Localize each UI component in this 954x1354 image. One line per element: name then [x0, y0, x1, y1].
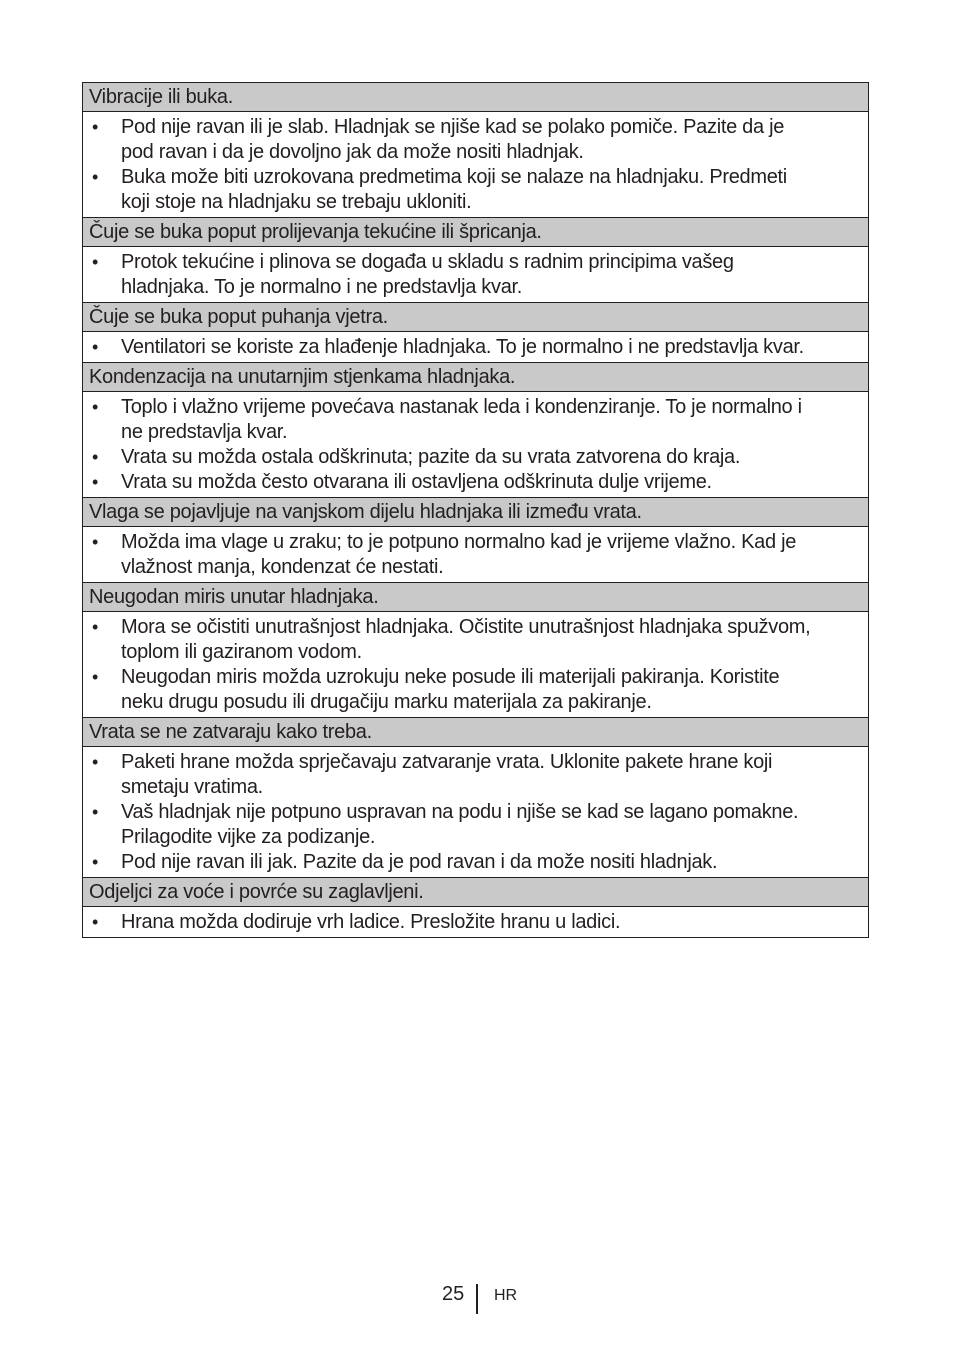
solution-text-line: pod ravan i da je dovoljno jak da može nositi hladnjak.: [121, 141, 584, 163]
solution-text-line: Buka može biti uzrokovana predmetima koji se nalaze na hladnjaku. Predmeti: [121, 166, 787, 188]
solution-item: [89, 530, 862, 580]
problem-heading: Čuje se buka poput prolijevanja tekućine ili špricanja.: [83, 218, 868, 247]
solution-item: [89, 665, 862, 715]
bullet-icon: •: [92, 337, 99, 357]
problem-heading: Neugodan miris unutar hladnjaka.: [83, 583, 868, 612]
solution-item: [89, 850, 862, 875]
language-code: HR: [494, 1287, 518, 1304]
solution-text-line: Ventilatori se koriste za hlađenje hladnjaka. To je normalno i ne predstavlja kvar.: [121, 336, 804, 358]
troubleshooting-table: [82, 82, 869, 938]
problem-heading: Čuje se buka poput puhanja vjetra.: [83, 303, 868, 332]
solution-text-line: Paketi hrane možda sprječavaju zatvaranje vrata. Uklonite pakete hrane koji: [121, 751, 773, 773]
solution-list: [83, 612, 868, 718]
solution-text-line: toplom ili gaziranom vodom.: [121, 641, 362, 663]
solution-list: [83, 527, 868, 583]
solution-item: [89, 395, 862, 445]
solution-text-line: Vaš hladnjak nije potpuno uspravan na podu i njiše se kad se lagano pomakne.: [121, 801, 799, 823]
solution-text-line: neku drugu posudu ili drugačiju marku materijala za pakiranje.: [121, 691, 652, 713]
solution-item: [89, 165, 862, 215]
solution-list: [83, 747, 868, 878]
solution-text-line: Pod nije ravan ili je slab. Hladnjak se njiše kad se polako pomiče. Pazite da je: [121, 116, 785, 138]
bullet-icon: •: [92, 852, 99, 872]
solution-list: [83, 392, 868, 498]
solution-item: [89, 335, 862, 360]
solution-list: [83, 247, 868, 303]
problem-heading: Vlaga se pojavljuje na vanjskom dijelu hladnjaka ili između vrata.: [83, 498, 868, 527]
solution-item: [89, 115, 862, 165]
problem-heading: Vrata se ne zatvaraju kako treba.: [83, 718, 868, 747]
footer-separator: [476, 1284, 478, 1314]
bullet-icon: •: [92, 617, 99, 637]
bullet-icon: •: [92, 117, 99, 137]
solution-list: [83, 332, 868, 363]
solution-text-line: smetaju vratima.: [121, 776, 263, 798]
solution-list: [83, 907, 868, 938]
bullet-icon: •: [92, 752, 99, 772]
bullet-icon: •: [92, 667, 99, 687]
page-number: 25: [442, 1283, 465, 1305]
problem-heading: Odjeljci za voće i povrće su zaglavljeni.: [83, 878, 868, 907]
bullet-icon: •: [92, 252, 99, 272]
solution-text-line: Toplo i vlažno vrijeme povećava nastanak leda i kondenziranje. To je normalno i: [121, 396, 802, 418]
solution-text-line: Prilagodite vijke za podizanje.: [121, 826, 376, 848]
solution-text-line: Možda ima vlage u zraku; to je potpuno normalno kad je vrijeme vlažno. Kad je: [121, 531, 797, 553]
solution-text-line: Pod nije ravan ili jak. Pazite da je pod ravan i da može nositi hladnjak.: [121, 851, 718, 873]
bullet-icon: •: [92, 447, 99, 467]
solution-item: [89, 250, 862, 300]
bullet-icon: •: [92, 802, 99, 822]
problem-heading: Kondenzacija na unutarnjim stjenkama hladnjaka.: [83, 363, 868, 392]
solution-item: [89, 445, 862, 470]
solution-item: [89, 910, 862, 935]
solution-text-line: hladnjaka. To je normalno i ne predstavlja kvar.: [121, 276, 523, 298]
solution-text-line: Vrata su možda ostala odškrinuta; pazite da su vrata zatvorena do kraja.: [121, 446, 741, 468]
bullet-icon: •: [92, 912, 99, 932]
problem-heading: Vibracije ili buka.: [83, 83, 868, 112]
bullet-icon: •: [92, 472, 99, 492]
page-footer: [0, 1280, 954, 1316]
solution-item: [89, 615, 862, 665]
solution-text-line: Hrana možda dodiruje vrh ladice. Presložite hranu u ladici.: [121, 911, 621, 933]
solution-item: [89, 470, 862, 495]
solution-text-line: ne predstavlja kvar.: [121, 421, 288, 443]
solution-text-line: Mora se očistiti unutrašnjost hladnjaka. Očistite unutrašnjost hladnjaka spužvom,: [121, 616, 811, 638]
solution-item: [89, 800, 862, 850]
solution-list: [83, 112, 868, 218]
solution-text-line: Vrata su možda često otvarana ili ostavljena odškrinuta dulje vrijeme.: [121, 471, 712, 493]
solution-text-line: koji stoje na hladnjaku se trebaju ukloniti.: [121, 191, 472, 213]
solution-text-line: vlažnost manja, kondenzat će nestati.: [121, 556, 444, 578]
solution-text-line: Protok tekućine i plinova se događa u skladu s radnim principima vašeg: [121, 251, 734, 273]
bullet-icon: •: [92, 532, 99, 552]
bullet-icon: •: [92, 397, 99, 417]
bullet-icon: •: [92, 167, 99, 187]
solution-item: [89, 750, 862, 800]
solution-text-line: Neugodan miris možda uzrokuju neke posude ili materijali pakiranja. Koristite: [121, 666, 780, 688]
